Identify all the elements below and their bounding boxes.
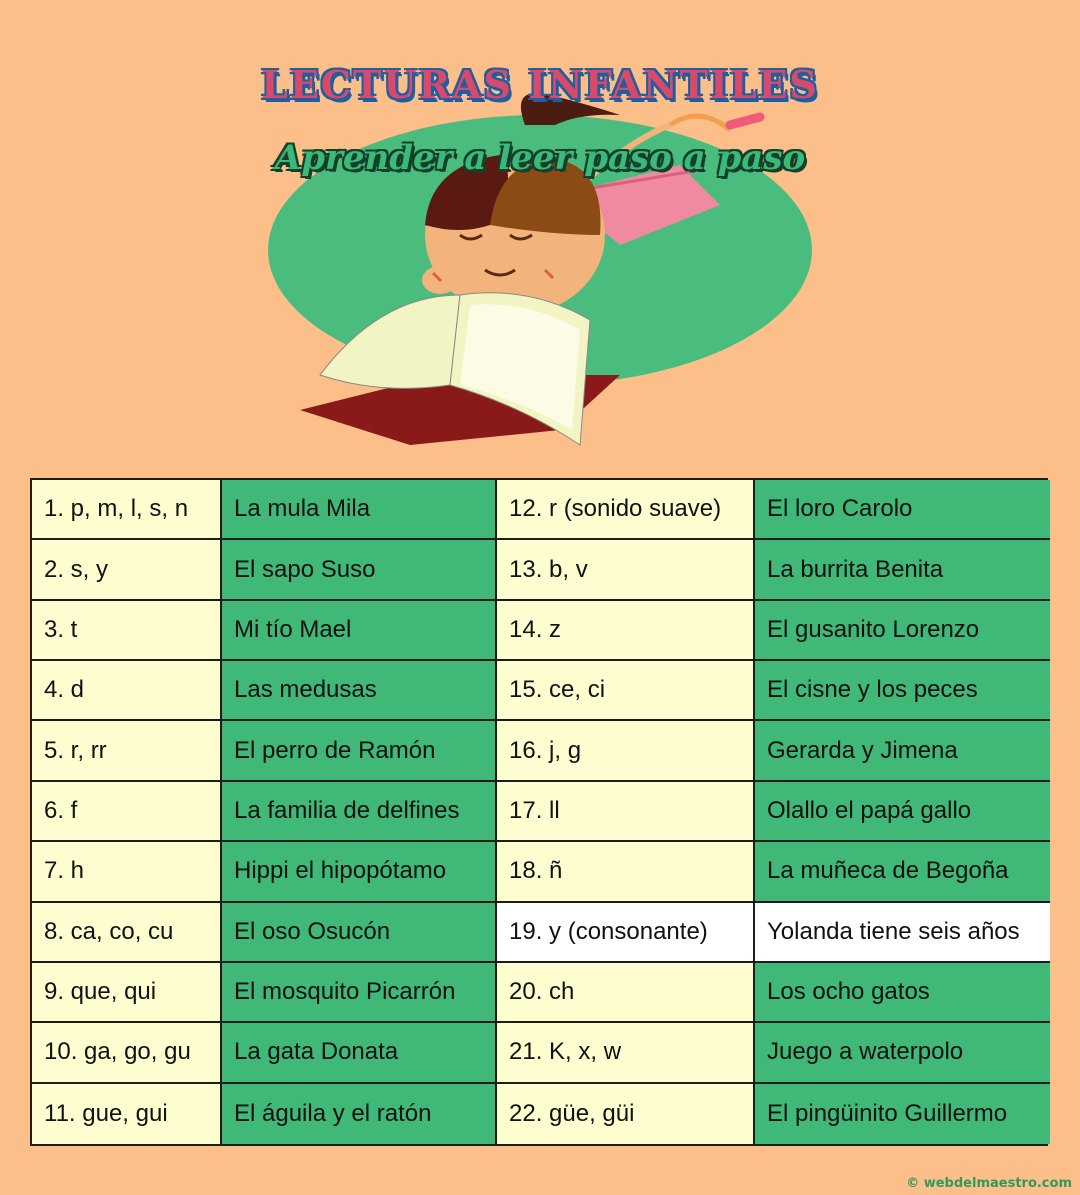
reading-title-cell: El cisne y los peces bbox=[755, 661, 1050, 721]
letter-cell: 21. K, x, w bbox=[497, 1023, 755, 1083]
reading-title-cell: El oso Osucón bbox=[222, 903, 497, 963]
reading-title-cell: El sapo Suso bbox=[222, 540, 497, 600]
letter-cell: 6. f bbox=[32, 782, 222, 842]
reading-title-cell: Mi tío Mael bbox=[222, 601, 497, 661]
page-title: LECTURAS INFANTILES bbox=[261, 62, 819, 107]
reading-title-cell: La mula Mila bbox=[222, 480, 497, 540]
letter-cell: 7. h bbox=[32, 842, 222, 902]
reading-title-cell: Gerarda y Jimena bbox=[755, 721, 1050, 781]
page-subtitle: Aprender a leer paso a paso bbox=[274, 138, 806, 178]
reading-title-cell: El águila y el ratón bbox=[222, 1084, 497, 1144]
letter-cell-highlighted: 19. y (consonante) bbox=[497, 903, 755, 963]
letter-cell: 20. ch bbox=[497, 963, 755, 1023]
letter-cell: 5. r, rr bbox=[32, 721, 222, 781]
letter-cell: 18. ñ bbox=[497, 842, 755, 902]
reading-title-cell: La gata Donata bbox=[222, 1023, 497, 1083]
header bbox=[0, 0, 1080, 460]
reading-title-cell: El gusanito Lorenzo bbox=[755, 601, 1050, 661]
reading-title-cell: Juego a waterpolo bbox=[755, 1023, 1050, 1083]
letter-cell: 3. t bbox=[32, 601, 222, 661]
letter-cell: 8. ca, co, cu bbox=[32, 903, 222, 963]
reading-title-cell: El loro Carolo bbox=[755, 480, 1050, 540]
letter-cell: 11. gue, gui bbox=[32, 1084, 222, 1144]
reading-title-cell: El perro de Ramón bbox=[222, 721, 497, 781]
site-credit: © webdelmaestro.com bbox=[906, 1176, 1072, 1191]
letter-cell: 9. que, qui bbox=[32, 963, 222, 1023]
reading-title-cell: El pingüinito Guillermo bbox=[755, 1084, 1050, 1144]
letter-cell: 17. ll bbox=[497, 782, 755, 842]
letter-cell: 12. r (sonido suave) bbox=[497, 480, 755, 540]
reading-title-cell: La muñeca de Begoña bbox=[755, 842, 1050, 902]
letter-cell: 2. s, y bbox=[32, 540, 222, 600]
reading-title-cell: Los ocho gatos bbox=[755, 963, 1050, 1023]
reading-list-table bbox=[30, 478, 1048, 1146]
letter-cell: 16. j, g bbox=[497, 721, 755, 781]
reading-title-cell: Olallo el papá gallo bbox=[755, 782, 1050, 842]
reading-title-cell: El mosquito Picarrón bbox=[222, 963, 497, 1023]
letter-cell: 10. ga, go, gu bbox=[32, 1023, 222, 1083]
reading-title-cell: La burrita Benita bbox=[755, 540, 1050, 600]
reading-title-cell: La familia de delfines bbox=[222, 782, 497, 842]
letter-cell: 14. z bbox=[497, 601, 755, 661]
letter-cell: 1. p, m, l, s, n bbox=[32, 480, 222, 540]
letter-cell: 22. güe, güi bbox=[497, 1084, 755, 1144]
reading-title-cell: Hippi el hipopótamo bbox=[222, 842, 497, 902]
letter-cell: 13. b, v bbox=[497, 540, 755, 600]
reading-title-cell-highlighted: Yolanda tiene seis años bbox=[755, 903, 1050, 963]
reading-title-cell: Las medusas bbox=[222, 661, 497, 721]
letter-cell: 4. d bbox=[32, 661, 222, 721]
letter-cell: 15. ce, ci bbox=[497, 661, 755, 721]
